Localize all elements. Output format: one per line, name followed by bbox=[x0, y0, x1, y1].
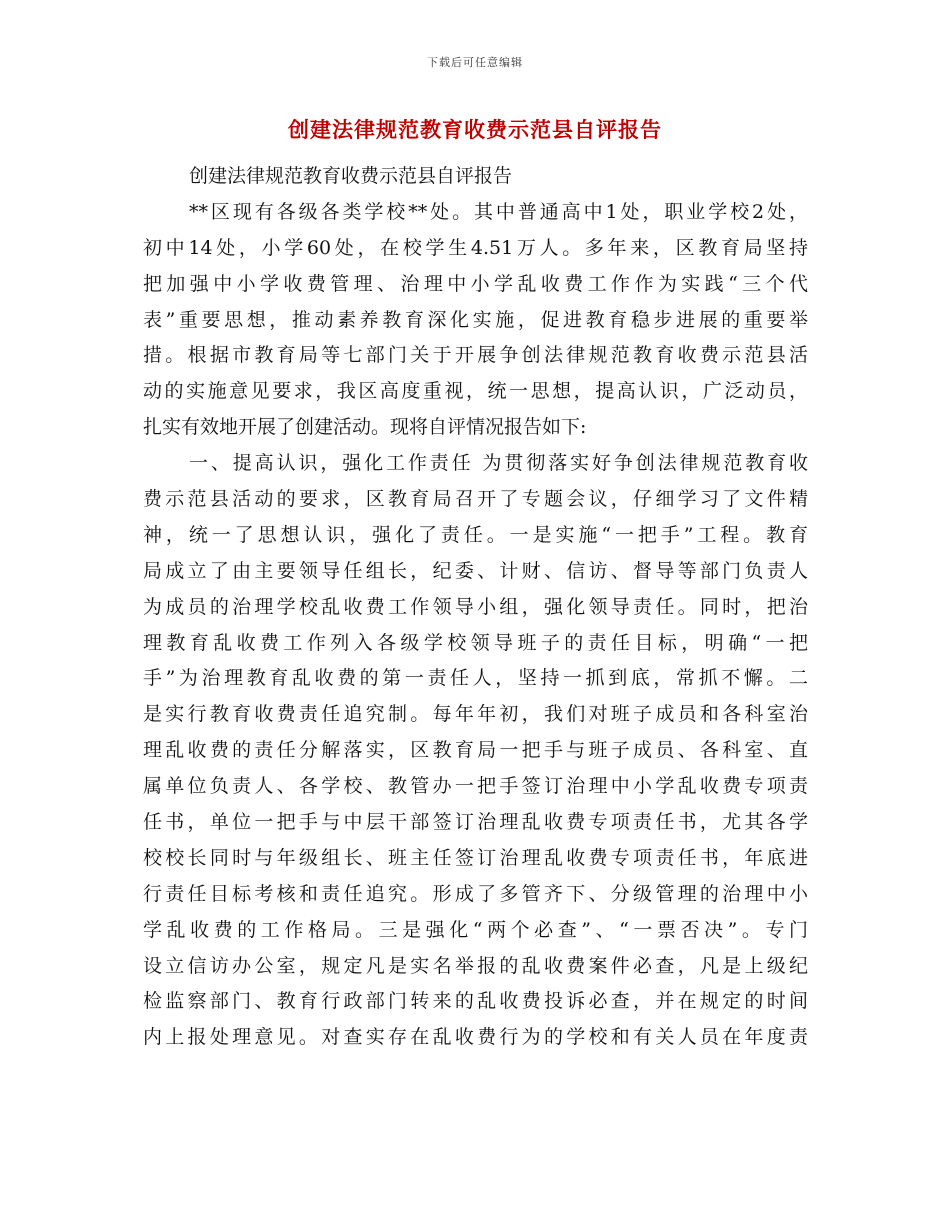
body-line: 学乱收费的工作格局。三是强化“两个必查”、“一票否决”。专门 bbox=[143, 918, 808, 941]
body-line: 检监察部门、教育行政部门转来的乱收费投诉必查，并在规定的时间 bbox=[143, 990, 808, 1013]
document-body bbox=[143, 159, 808, 1056]
body-line: 任书，单位一把手与中层干部签订治理乱收费专项责任书，尤其各学 bbox=[143, 811, 808, 834]
body-line: 措。根据市教育局等七部门关于开展争创法律规范教育收费示范县活 bbox=[143, 344, 808, 367]
document-title: 创建法律规范教育收费示范县自评报告 bbox=[288, 118, 662, 142]
body-line: 一、提高认识，强化工作责任 为贯彻落实好争创法律规范教育收 bbox=[189, 452, 808, 475]
page-header-note: 下载后可任意编辑 bbox=[427, 56, 523, 69]
body-line: 设立信访办公室，规定凡是实名举报的乱收费案件必查，凡是上级纪 bbox=[143, 954, 808, 977]
body-line: 表”重要思想，推动素养教育深化实施，促进教育稳步进展的重要举 bbox=[143, 308, 808, 331]
body-line: 是实行教育收费责任追究制。每年年初，我们对班子成员和各科室治 bbox=[143, 703, 808, 726]
body-line: 把加强中小学收费管理、治理中小学乱收费工作作为实践“三个代 bbox=[143, 272, 808, 295]
body-line: 创建法律规范教育收费示范县自评报告 bbox=[189, 165, 513, 187]
body-line: 费示范县活动的要求，区教育局召开了专题会议，仔细学习了文件精 bbox=[143, 488, 808, 511]
body-line: 手”为治理教育乱收费的第一责任人，坚持一抓到底，常抓不懈。二 bbox=[143, 667, 808, 690]
body-line: 理乱收费的责任分解落实，区教育局一把手与班子成员、各科室、直 bbox=[143, 739, 808, 762]
body-line: 为成员的治理学校乱收费工作领导小组，强化领导责任。同时，把治 bbox=[143, 595, 808, 618]
body-line: 初中14处，小学60处，在校学生4.51万人。多年来，区教育局坚持 bbox=[143, 236, 808, 259]
body-line: 局成立了由主要领导任组长，纪委、计财、信访、督导等部门负责人 bbox=[143, 559, 808, 582]
body-line: 内上报处理意见。对查实存在乱收费行为的学校和有关人员在年度责 bbox=[143, 1026, 808, 1049]
body-line: 行责任目标考核和责任追究。形成了多管齐下、分级管理的治理中小 bbox=[143, 882, 808, 905]
body-line: **区现有各级各类学校**处。其中普通高中1处，职业学校2处， bbox=[189, 200, 808, 223]
body-line: 属单位负责人、各学校、教管办一把手签订治理中小学乱收费专项责 bbox=[143, 775, 808, 798]
body-line: 校校长同时与年级组长、班主任签订治理乱收费专项责任书，年底进 bbox=[143, 846, 808, 869]
body-line: 理教育乱收费工作列入各级学校领导班子的责任目标，明确“一把 bbox=[143, 631, 808, 654]
body-line: 神，统一了思想认识，强化了责任。一是实施“一把手”工程。教育 bbox=[143, 523, 808, 546]
body-line: 扎实有效地开展了创建活动。现将自评情况报告如下: bbox=[143, 416, 587, 439]
body-line: 动的实施意见要求，我区高度重视，统一思想，提高认识，广泛动员， bbox=[143, 380, 808, 403]
